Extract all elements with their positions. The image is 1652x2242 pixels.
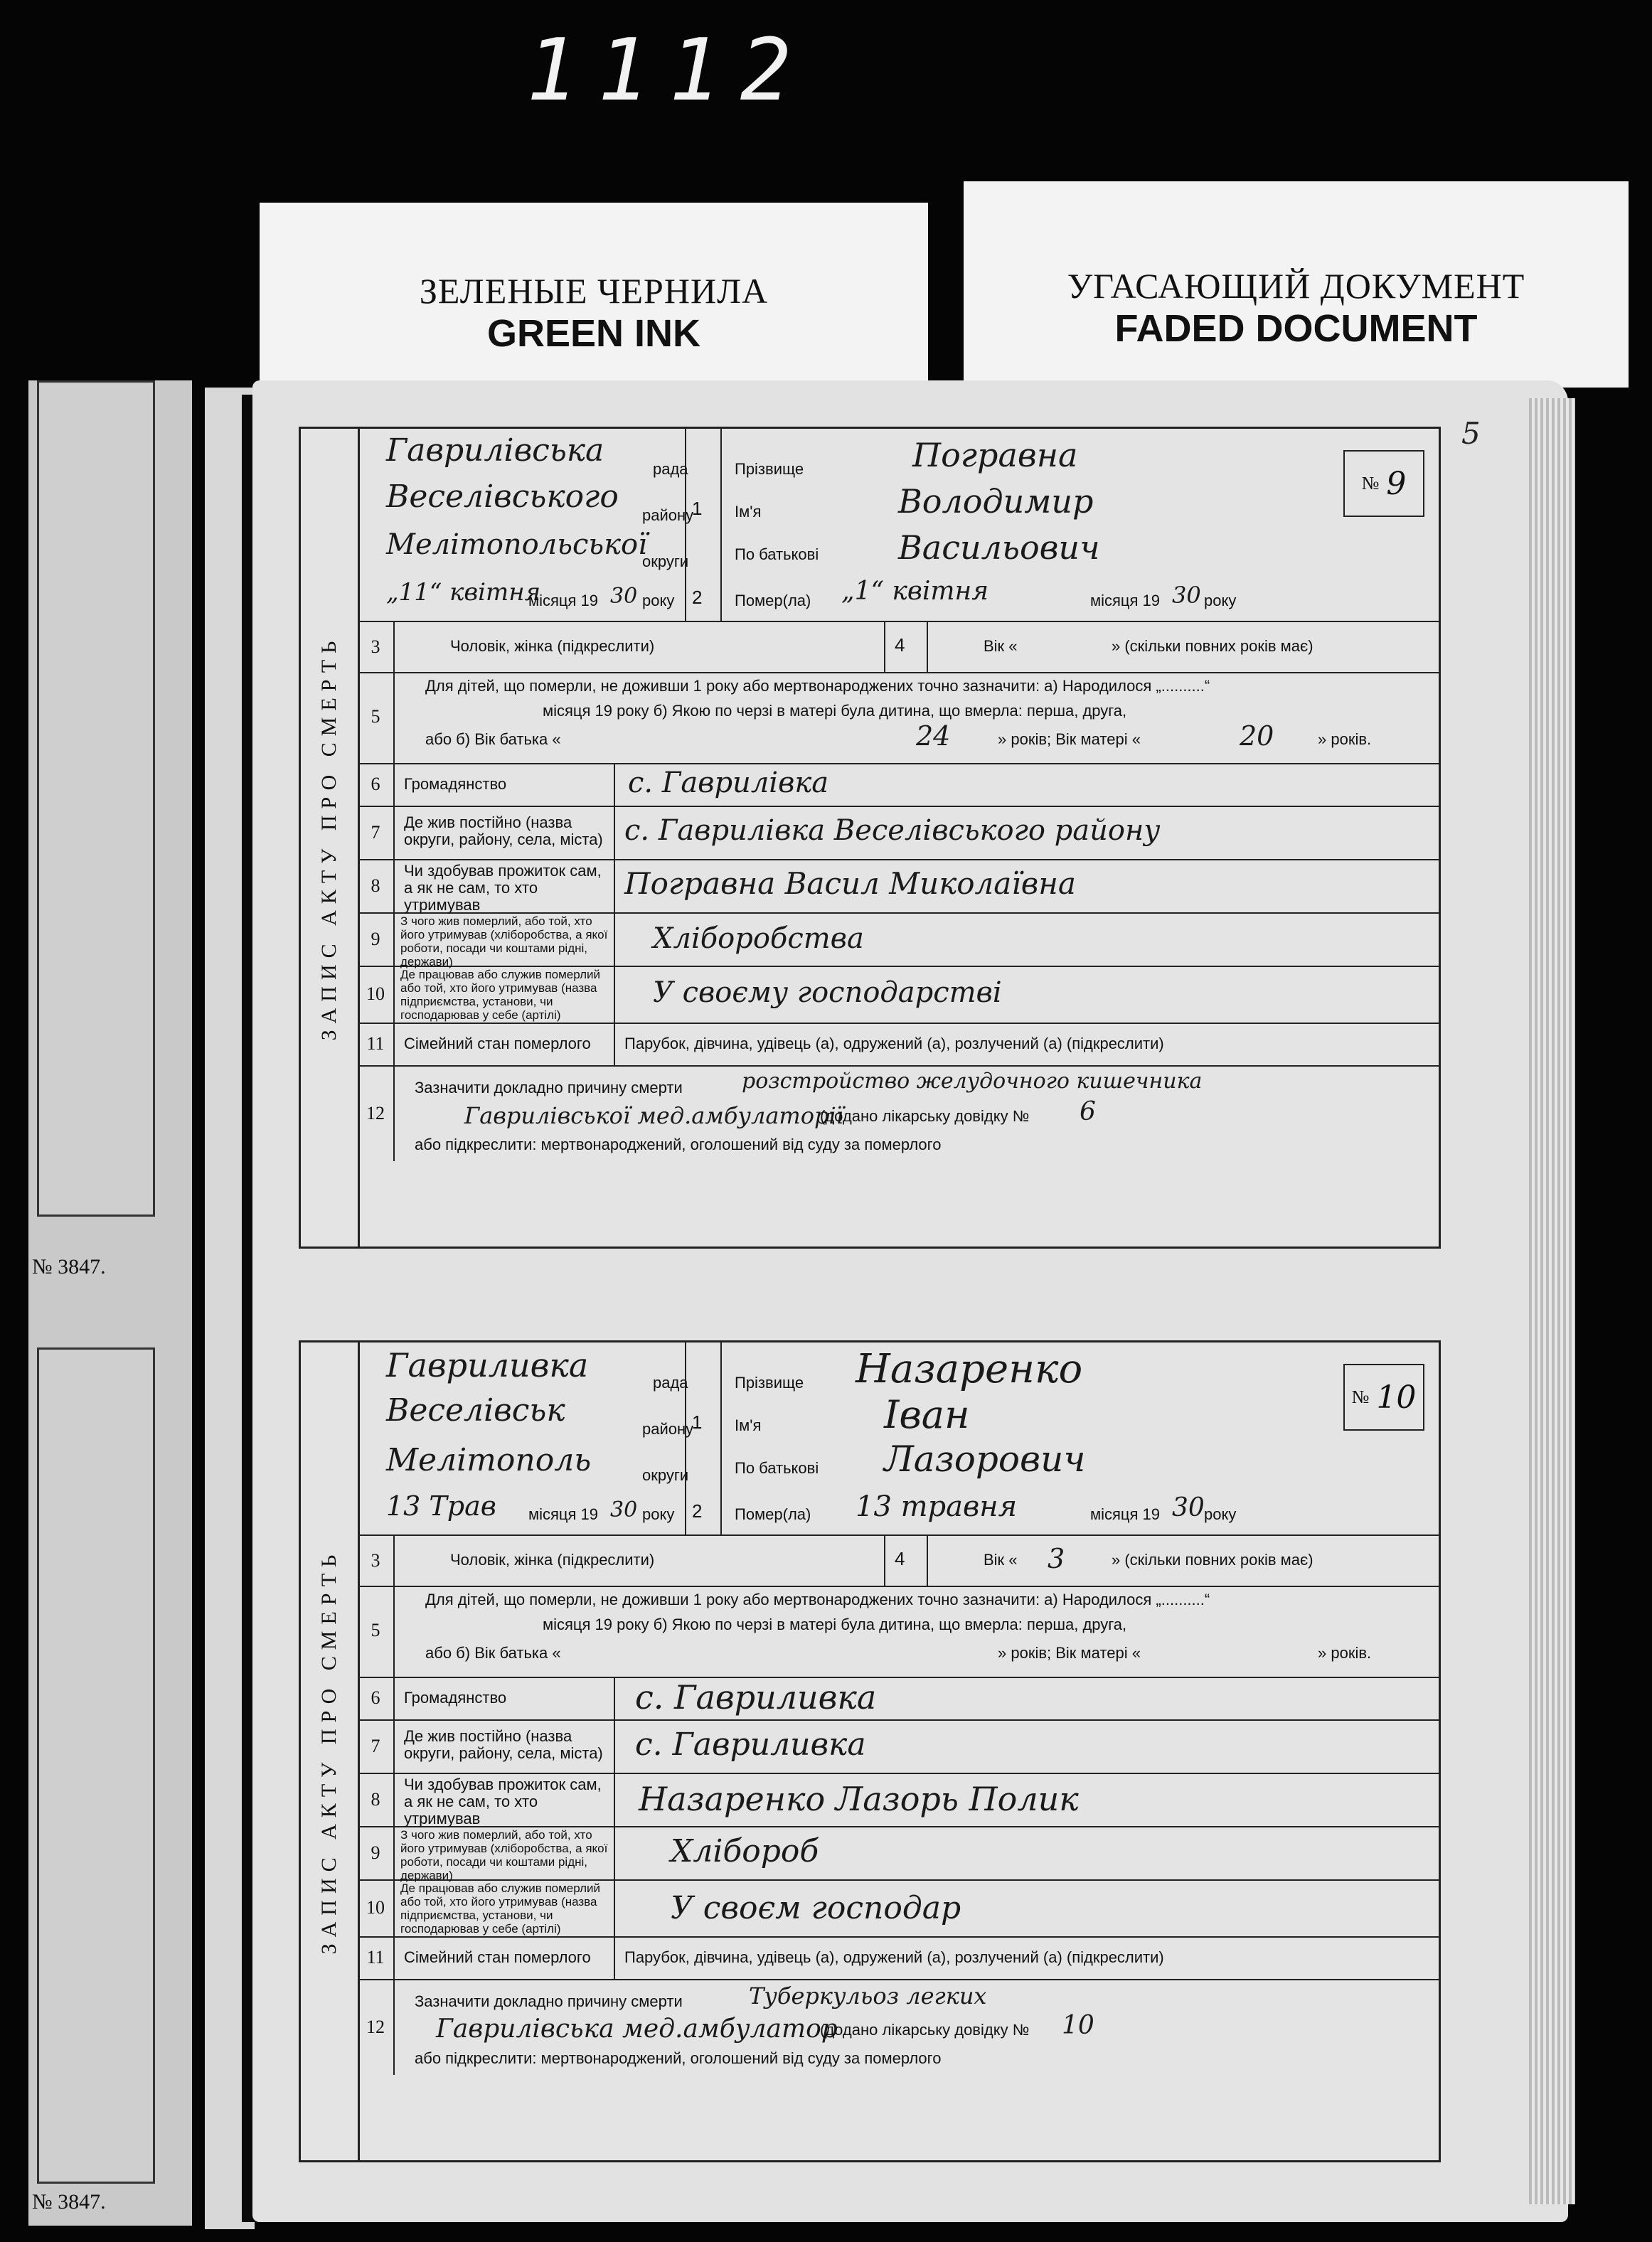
- row-number: 5: [358, 1584, 395, 1677]
- stillborn-label: або підкреслити: мертвонароджений, оголошений від суду за померлого: [415, 2049, 942, 2067]
- residence-value: с. Гаврилівка Веселівського району: [624, 814, 1161, 847]
- marital-label: Сімейний стан померлого: [404, 1035, 591, 1052]
- row-5: [358, 1584, 1439, 1678]
- died-label: Помер(ла): [735, 592, 811, 609]
- council-label: рада: [653, 460, 688, 478]
- row-3-4: [358, 621, 1439, 673]
- certificate-label: (додано лікарську довідку №: [820, 2021, 1030, 2039]
- row-11: [358, 1936, 1439, 1980]
- workplace-label: Де працював або служив померлий або той, хто його утримував (назва підприємства, установи, чи господарював у себе (артілі): [400, 968, 601, 1022]
- cause-label: Зазначити докладно причину смерти: [415, 1079, 683, 1096]
- child-line-3b: » років; Вік матері «: [998, 1644, 1141, 1662]
- death-year-value: 30: [1172, 582, 1201, 609]
- cause-value: Туберкульоз легких: [749, 1982, 987, 2009]
- left-form-block: [37, 380, 155, 1217]
- surname-value: Назаренко: [856, 1346, 1083, 1392]
- row-number: 3: [358, 1536, 395, 1586]
- row-12: [358, 1065, 1439, 1161]
- supporter-label: Чи здобував прожиток сам, а як не сам, то хто утримував: [404, 862, 602, 914]
- surname-label: Прізвище: [735, 460, 804, 478]
- reg-year-label: року: [642, 1505, 675, 1523]
- supporter-value: Назаренко Лазорь Полик: [639, 1780, 1079, 1818]
- died-month-label: місяця 19: [1090, 1505, 1161, 1523]
- archive-number: 1112: [526, 21, 811, 120]
- surname-label: Прізвище: [735, 1374, 804, 1392]
- name-label: Ім'я: [735, 1416, 762, 1434]
- okrug-label: округи: [642, 553, 689, 570]
- age-suffix: » (скільки повних років має): [1112, 1551, 1313, 1569]
- row-number: 9: [358, 1826, 395, 1879]
- cause-value-2: Гаврилівська мед.амбулатор: [436, 2014, 838, 2044]
- row-number: 6: [358, 1677, 395, 1719]
- row-5: [358, 671, 1439, 764]
- workplace-label: Де працював або служив померлий або той, хто його утримував (назва підприємства, установи, чи господарював у себе (артілі): [400, 1881, 601, 1936]
- residence-value: с. Гавриливка: [635, 1726, 866, 1763]
- child-line-3: або б) Вік батька «: [425, 1644, 561, 1662]
- reg-date-value: „11“ квітня: [386, 578, 541, 607]
- cause-value: розстройство желудочного кишечника: [742, 1069, 1203, 1094]
- death-date-value: 13 травня: [856, 1490, 1018, 1523]
- record-number: 9: [1386, 465, 1407, 502]
- certificate-label: (додано лікарську довідку №: [820, 1107, 1030, 1125]
- occupation-value: Хліборобства: [653, 922, 864, 955]
- row-number: 1: [692, 498, 703, 519]
- patronymic-label: По батькові: [735, 545, 819, 563]
- row-number: 11: [358, 1023, 395, 1065]
- row-number: 4: [895, 634, 905, 656]
- row-9: [358, 1826, 1439, 1881]
- district-value: Веселівськ: [386, 1392, 565, 1429]
- occupation-label: З чого жив померлий, або той, хто його утримував (хліборобства, а якої роботи, посади чи коштами рідні, держави): [400, 914, 608, 968]
- child-line-3b: » років; Вік матері «: [998, 730, 1141, 748]
- council-label: рада: [653, 1374, 688, 1392]
- row-10: [358, 966, 1439, 1024]
- child-line-3c: » років.: [1318, 730, 1372, 748]
- residence-label: Де жив постійно (назва округи, району, села, міста): [404, 1727, 603, 1762]
- row-number: 7: [358, 806, 395, 859]
- death-record-form: [299, 1340, 1441, 2162]
- marital-options: Парубок, дівчина, удівець (а), одружений (а), розлучений (а) (підкреслити): [624, 1948, 1164, 1966]
- left-form-block: [37, 1347, 155, 2184]
- workplace-value: У своєму господарстві: [653, 976, 1002, 1009]
- marital-options: Парубок, дівчина, удівець (а), одружений (а), розлучений (а) (підкреслити): [624, 1035, 1164, 1052]
- divider: [927, 1536, 928, 1586]
- row-3-4: [358, 1534, 1439, 1587]
- left-page-number: № 3847.: [32, 2190, 106, 2214]
- okrug-label: округи: [642, 1466, 689, 1484]
- cause-label: Зазначити докладно причину смерти: [415, 1992, 683, 2010]
- divider: [614, 1936, 615, 1979]
- citizenship-value: с. Гаврилівка: [628, 767, 829, 799]
- label-en: FADED DOCUMENT: [1114, 307, 1478, 350]
- label-ru: ЗЕЛЕНЫЕ ЧЕРНИЛА: [419, 271, 769, 311]
- record-number: 10: [1376, 1379, 1417, 1416]
- row-number: 10: [358, 1879, 395, 1936]
- okrug-value: Мелітополь: [386, 1442, 592, 1478]
- date-row: [358, 1478, 1439, 1534]
- died-year-label: року: [1204, 592, 1237, 609]
- divider: [614, 1826, 615, 1879]
- stillborn-label: або підкреслити: мертвонароджений, оголошений від суду за померлого: [415, 1136, 942, 1153]
- citizenship-value: с. Гавриливка: [635, 1678, 877, 1717]
- sex-label: Чоловік, жінка (підкреслити): [450, 637, 655, 655]
- page-number: 5: [1461, 416, 1481, 451]
- form-side-title: [301, 429, 360, 1247]
- divider: [614, 859, 615, 912]
- side-title-text: ЗАПИС АКТУ ПРО СМЕРТЬ: [317, 634, 341, 1041]
- occupation-value: Хлібороб: [671, 1833, 819, 1869]
- row-number: 12: [358, 1979, 395, 2075]
- child-line-3c: » років.: [1318, 1644, 1372, 1662]
- divider: [614, 763, 615, 806]
- date-row: [358, 564, 1439, 621]
- district-label: району: [642, 506, 694, 524]
- row-number: 7: [358, 1719, 395, 1773]
- divider: [927, 622, 928, 672]
- row-12: [358, 1979, 1439, 2075]
- label-ru: УГАСАЮЩИЙ ДОКУМЕНТ: [1067, 266, 1525, 306]
- row-number: 8: [358, 1773, 395, 1826]
- divider: [884, 1536, 885, 1586]
- death-date-value: „1“ квітня: [841, 577, 989, 606]
- okrug-value: Мелітопольської: [386, 528, 647, 561]
- row-7: [358, 1719, 1439, 1774]
- surname-value: Погравна: [912, 436, 1078, 474]
- side-title-text: ЗАПИС АКТУ ПРО СМЕРТЬ: [317, 1548, 341, 1955]
- sex-label: Чоловік, жінка (підкреслити): [450, 1551, 655, 1569]
- died-month-label: місяця 19: [1090, 592, 1161, 609]
- form-side-title: [301, 1342, 360, 2160]
- child-line-1: Для дітей, що померли, не доживши 1 року або мертвонароджених точно зазначити: а) Народилося „..........“: [425, 677, 1210, 695]
- row-number: 11: [358, 1936, 395, 1979]
- row-number: 1: [692, 1411, 703, 1433]
- child-line-2: місяця 19 року б) Якою по черзі в матері була дитина, що вмерла: перша, друга,: [543, 1616, 1127, 1633]
- father-age-value: 24: [916, 720, 951, 752]
- child-line-3: або б) Вік батька «: [425, 730, 561, 748]
- citizenship-label: Громадянство: [404, 1689, 507, 1707]
- district-label: району: [642, 1420, 694, 1438]
- row-number: 3: [358, 622, 395, 672]
- workplace-value: У своєм господар: [671, 1890, 961, 1926]
- page-edges: [1529, 398, 1575, 2204]
- died-label: Помер(ла): [735, 1505, 811, 1523]
- row-number: 8: [358, 859, 395, 912]
- row-8: [358, 859, 1439, 914]
- cause-value-2: Гаврилівської мед.амбулаторії: [464, 1102, 843, 1129]
- record-number-box: [1343, 1364, 1424, 1431]
- divider: [614, 1023, 615, 1065]
- faded-document-label: [964, 181, 1629, 388]
- child-line-2: місяця 19 року б) Якою по черзі в матері була дитина, що вмерла: перша, друга,: [543, 702, 1127, 720]
- reg-year-label: року: [642, 592, 675, 609]
- divider: [614, 912, 615, 966]
- reg-month-label: місяця 19: [528, 1505, 599, 1523]
- certificate-number: 6: [1080, 1097, 1096, 1126]
- name-value: Іван: [884, 1392, 970, 1437]
- district-value: Веселівського: [386, 479, 619, 515]
- row-10: [358, 1879, 1439, 1938]
- child-line-1: Для дітей, що померли, не доживши 1 року або мертвонароджених точно зазначити: а) Народилося „..........“: [425, 1591, 1210, 1608]
- age-label: Вік «: [984, 1551, 1018, 1569]
- name-label: Ім'я: [735, 503, 762, 521]
- age-value: 3: [1048, 1543, 1065, 1574]
- left-page: [28, 380, 192, 2226]
- council-value: Гаврилівська: [386, 432, 604, 469]
- death-year-value: 30: [1172, 1493, 1205, 1522]
- citizenship-label: Громадянство: [404, 775, 507, 793]
- row-6: [358, 1677, 1439, 1721]
- supporter-value: Погравна Васил Миколаївна: [624, 866, 1076, 901]
- council-value: Гавриливка: [386, 1346, 589, 1384]
- row-number: 4: [895, 1548, 905, 1569]
- row-number: 12: [358, 1065, 395, 1161]
- divider: [614, 966, 615, 1023]
- residence-label: Де жив постійно (назва округи, району, села, міста): [404, 813, 603, 848]
- age-suffix: » (скільки повних років має): [1112, 637, 1313, 655]
- no-label: №: [1361, 473, 1380, 493]
- died-year-label: року: [1204, 1505, 1237, 1523]
- row-number: 9: [358, 912, 395, 966]
- label-en: GREEN INK: [486, 312, 701, 355]
- death-record-form: [299, 427, 1441, 1249]
- patronymic-value: Васильович: [898, 528, 1100, 567]
- row-6: [358, 763, 1439, 807]
- patronymic-label: По батькові: [735, 1459, 819, 1477]
- row-number: 5: [358, 671, 395, 763]
- divider: [614, 1719, 615, 1773]
- row-9: [358, 912, 1439, 967]
- no-label: №: [1351, 1387, 1370, 1407]
- patronymic-value: Лазорович: [884, 1438, 1086, 1480]
- green-ink-label: [260, 203, 928, 398]
- supporter-label: Чи здобував прожиток сам, а як не сам, то хто утримував: [404, 1776, 602, 1827]
- record-number-box: [1343, 450, 1424, 517]
- row-8: [358, 1773, 1439, 1827]
- divider: [614, 806, 615, 859]
- divider: [884, 622, 885, 672]
- certificate-number: 10: [1062, 2011, 1094, 2040]
- row-number: 2: [692, 1500, 703, 1522]
- row-11: [358, 1023, 1439, 1067]
- divider: [614, 1677, 615, 1719]
- row-number: 6: [358, 763, 395, 806]
- row-7: [358, 806, 1439, 860]
- age-label: Вік «: [984, 637, 1018, 655]
- reg-date-value: 13 Трав: [386, 1490, 496, 1522]
- left-page-number: № 3847.: [32, 1255, 106, 1279]
- divider: [614, 1773, 615, 1826]
- row-number: 2: [692, 587, 703, 608]
- divider: [614, 1879, 615, 1936]
- reg-year-value: 30: [610, 584, 638, 609]
- reg-year-value: 30: [610, 1498, 638, 1522]
- occupation-label: З чого жив померлий, або той, хто його утримував (хліборобства, а якої роботи, посади чи коштами рідні, держави): [400, 1828, 608, 1882]
- mother-age-value: 20: [1240, 720, 1274, 752]
- name-value: Володимир: [898, 482, 1094, 521]
- reg-month-label: місяця 19: [528, 592, 599, 609]
- row-number: 10: [358, 966, 395, 1023]
- marital-label: Сімейний стан померлого: [404, 1948, 591, 1966]
